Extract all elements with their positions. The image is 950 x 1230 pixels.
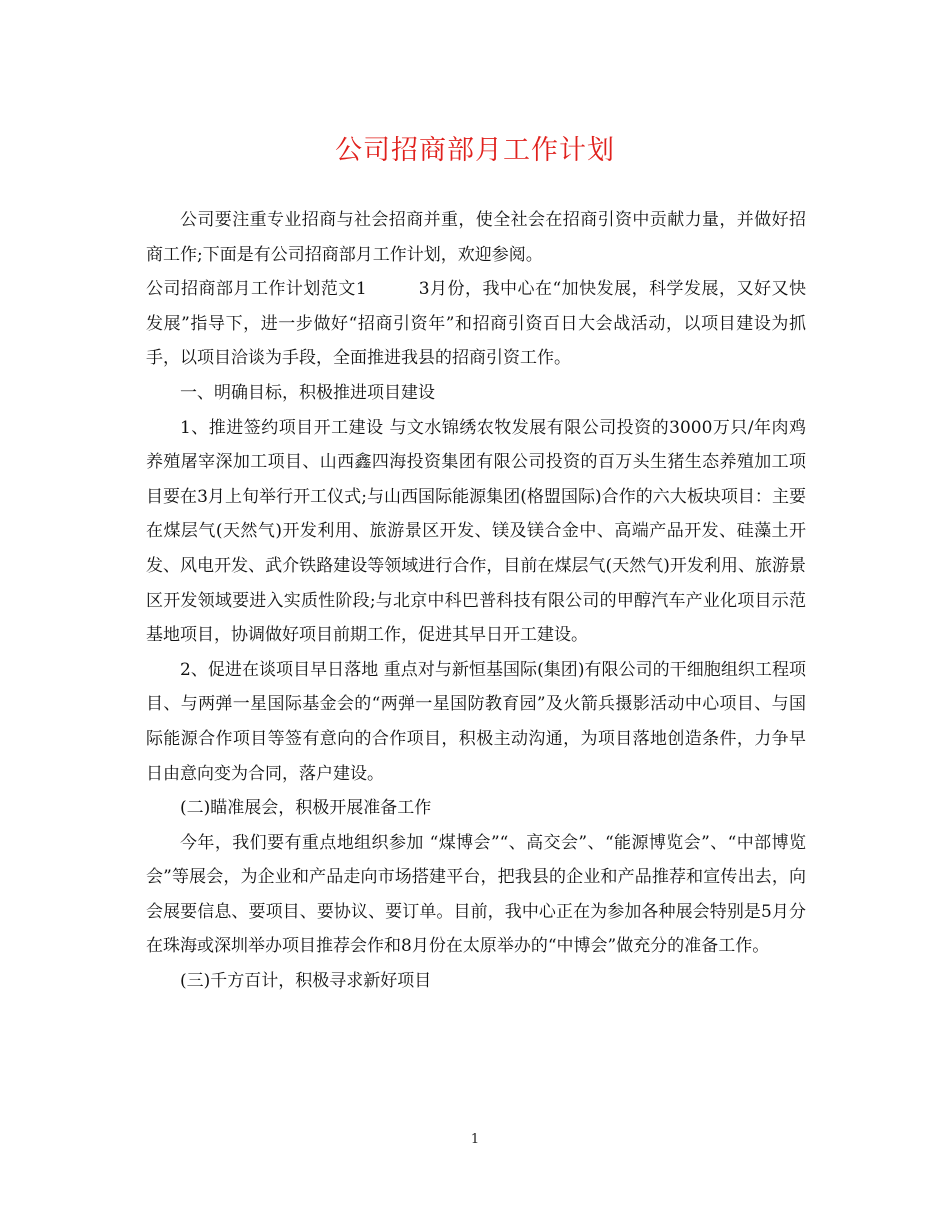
document-title: 公司招商部月工作计划	[335, 135, 615, 166]
section-heading-1: 一、明确目标，积极推进项目建设	[180, 382, 435, 403]
document-body	[146, 203, 806, 999]
page-number: 1	[470, 1132, 480, 1147]
sample-heading: 公司招商部月工作计划范文1	[146, 279, 367, 300]
exhibition-paragraph: 今年，我们要有重点地组织参加 “煤博会”“、高交会”、“能源博览会”、“中部博览会”等展会，为企业和产品走向市场搭建平台，把我县的企业和产品推荐和宣传出去，向会展要信息、要项目、要协议、要订单。目前，我中心正在为参加各种展会特别是5月分在珠海或深圳举办项目推荐会作和8月份在太原举办的“中博会”做充分的准备工作。	[146, 832, 806, 957]
section-heading-3: (三)千方百计，积极寻求新好项目	[180, 971, 432, 992]
sample-paragraph	[146, 272, 806, 376]
paragraph-item-1: 1、推进签约项目开工建设 与文水锦绣农牧发展有限公司投资的3000万只/年肉鸡养殖屠宰深加工项目、山西鑫四海投资集团有限公司投资的百万头生猪生态养殖加工项目要在3月上旬举行开工仪式;与山西国际能源集团(格盟国际)合作的六大板块项目：主要在煤层气(天然气)开发利用、旅游景区开发、镁及镁合金中、高端产品开发、硅藻土开发、风电开发、武介铁路建设等领域进行合作，目前在煤层气(天然气)开发利用、旅游景区开发领域要进入实质性阶段;与北京中科巴普科技有限公司的甲醇汽车产业化项目示范基地项目，协调做好项目前期工作，促进其早日开工建设。	[146, 417, 806, 646]
paragraph-item-2: 2、促进在谈项目早日落地 重点对与新恒基国际(集团)有限公司的干细胞组织工程项目、与两弹一星国际基金会的“两弹一星国防教育园”及火箭兵摄影活动中心项目、与国际能源合作项目等签有意向的合作项目，积极主动沟通，为项目落地创造条件，力争早日由意向变为合同，落户建设。	[146, 659, 806, 784]
intro-paragraph: 公司要注重专业招商与社会招商并重，使全社会在招商引资中贡献力量，并做好招商工作;下面是有公司招商部月工作计划，欢迎参阅。	[146, 210, 806, 265]
sample-text: 3月份，我中心在“加快发展，科学发展，又好又快发展”指导下，进一步做好“招商引资年”和招商引资百日大会战活动，以项目建设为抓手，以项目洽谈为手段，全面推进我县的招商引资工作。	[146, 279, 806, 369]
section-heading-2: (二)瞄准展会，积极开展准备工作	[180, 798, 432, 819]
